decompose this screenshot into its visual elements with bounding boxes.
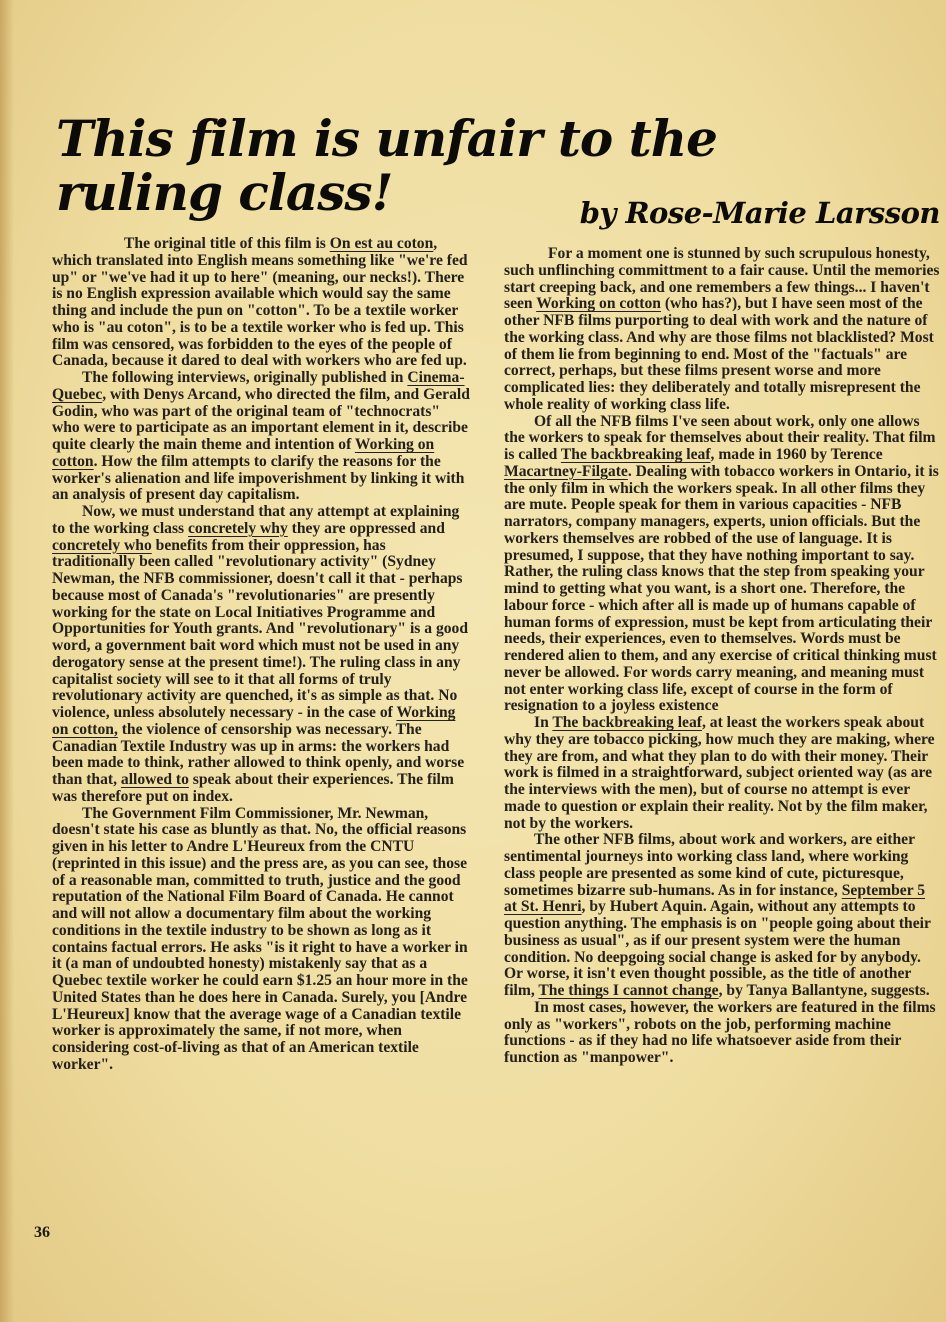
paragraph — [52, 504, 470, 806]
text-run: Of all the NFB films I've seen about work, only one allows the workers to speak for themselves about their reality. That film is called — [504, 412, 936, 463]
text-run: Now, we must understand that any attempt at explaining to the working class — [52, 503, 460, 537]
text-run: In — [534, 714, 553, 731]
text-run: The Government Film Commissioner, Mr. Newman, doesn't state his case as bluntly as that. No, the official reasons given in his letter to Andre L'Heureux from the CNTU (reprinted in this issue) and the press are, as you can see, those of a reasonable man, committed to truth, justice and the good reputation of the National Film Board of Canada. He cannot and will not allow a documentary film about the working conditions in the textile industry to be shown as long as it contains factual errors. He asks "is it right to have a worker in it (a man of undoubted honesty) mistakenly say that as a Quebec textile worker he could earn $1.25 an hour more in the United States than he does here in Canada. Surely, you [Andre L'Heureux] know that the average wage of a Canadian textile worker is approximately the same, if not more, when considering cost-of-living as that of an American textile worker". — [52, 804, 468, 1073]
paragraph — [504, 246, 940, 414]
text-run: The other NFB films, about work and workers, are either sentimental journeys into working class land, where working class people are presented as some kind of cute, picturesque, sometimes bizarre sub-humans. As in for instance, — [504, 831, 915, 899]
text-run: (who has?), but I have seen most of the other NFB films purporting to deal with work and the nature of the working class. And why are those films not blacklisted? Most of them lie from beginning to end. Most of the "factuals" are correct, perhaps, but these films present worse and more complicated lies: they deliberately and totally misrepresent the whole reality of working class life. — [504, 295, 934, 413]
underlined-title: allowed to — [120, 771, 189, 788]
article-title: This film is unfair to the ruling class! — [56, 108, 717, 222]
byline: by Rose-Marie Larsson — [579, 196, 940, 230]
underlined-title: Working on cotton — [536, 295, 661, 313]
right-column — [504, 246, 940, 1067]
text-run: For a moment one is stunned by such scrupulous honesty, such unflinching committment to a fair cause. Until the memories start creeping back, and one remembers a few things... I haven't seen — [504, 245, 940, 313]
text-run: In most cases, however, the workers are featured in the films only as "workers", robots on the job, performing machine functions - as if they had no life whatsoever aside from their function as "manpower". — [504, 998, 936, 1066]
text-run: , made in 1960 by Terence — [710, 446, 883, 463]
text-run: speak about their experiences. The film was therefore put on index. — [52, 771, 454, 805]
page-edge-shadow — [0, 0, 14, 1322]
underlined-title: The backbreaking leaf — [552, 714, 702, 731]
paragraph — [52, 370, 470, 504]
text-run: the violence of censorship was necessary. The Canadian Textile Industry was up in arms: the workers had been made to think, rather allowed to think openly, and worse than that, — [52, 720, 465, 788]
paragraph — [504, 414, 940, 716]
left-column — [52, 236, 470, 1074]
paragraph — [504, 715, 940, 832]
paragraph — [52, 806, 470, 1074]
text-run: benefits from their oppression, has traditionally been called "revolutionary activity" (Sydney Newman, the NFB commissioner, doesn't call it that - perhaps because most of Canada's "revolutionaries" are presently working for the state on Local Initiatives Programme and Opportunities for Youth grants. And "revolutionary" is a good word, a government bait word which must not be used in any derogatory sense at the present time!). The ruling class in any capitalist society will see to it that all forms of truly revolutionary activity are quenched, it's as simple as that. No violence, unless absolutely necessary - in the case of — [52, 536, 469, 721]
page-number: 36 — [34, 1224, 50, 1241]
paragraph — [504, 1000, 940, 1067]
underlined-title: Working on cotton, — [52, 704, 456, 738]
paragraph — [504, 832, 940, 1000]
underlined-title: The things I cannot change — [538, 982, 719, 999]
text-run: they are oppressed and — [287, 519, 445, 537]
text-run: , with Denys Arcand, who directed the film, and Gerald Godin, who was part of the original team of "technocrats" who were to participate as an important element in it, describe quite clearly the main theme and intention of — [52, 385, 470, 453]
text-run: . How the film attempts to clarify the reasons for the worker's alienation and life impoverishment by linking it with an analysis of present day capitalism. — [52, 452, 465, 504]
underlined-title: concretely why — [188, 519, 288, 537]
text-run: , which translated into English means something like "we're fed up" or "we've had it up to here" (meaning, our necks!). There is no English expression available which would say the same thing and include the pun on "cotton". To be a textile worker who is "au coton", is to be a textile worker who is fed up. This film was censored, was forbidden to the eyes of the people of Canada, because it dared to deal with workers who are fed up. — [52, 235, 468, 370]
paragraph — [52, 236, 470, 370]
underlined-title: Cinema-Quebec — [52, 369, 465, 403]
underlined-title: Working on cotton — [52, 436, 435, 470]
text-run: , by Hubert Aquin. Again, without any attempts to question anything. The emphasis is on "people going about their business as usual", as if our present system were the human condition. No deepgoing social change is asked for by anybody. Or worse, it isn't even thought possible, as the title of another film, — [504, 898, 931, 999]
text-run: , by Tanya Ballantyne, suggests. — [718, 982, 930, 999]
underlined-title: On est au coton — [329, 235, 434, 252]
text-run: The original title of this film is — [124, 235, 330, 252]
underlined-title: Macartney-Filgate — [504, 462, 628, 480]
underlined-title: The backbreaking leaf — [560, 446, 711, 463]
text-run: . Dealing with tobacco workers in Ontario, it is the only film in which the workers speak. In all other films they are mute. People speak for them in various capacities - NFB narrators, company managers, experts, union officials. But the workers themselves are robbed of the use of language. It is presumed, I suppose, that they have nothing important to say. Rather, the ruling class knows that the step from speaking your mind to getting what you want, is a short one. Therefore, the labour force - which after all is made up of humans capable of human forms of expression, must be kept from articulating their needs, their experiences, even to themselves. Words must be rendered alien to them, and any exercise of critical thinking must never be allowed. For words carry meaning, and meaning must not enter working class life, except of course in the form of resignation to a joyless existence — [504, 462, 939, 715]
text-run: , at least the workers speak about why they are tobacco picking, how much they are making, where they are from, and what they plan to do with their money. Their work is filmed in a straightforward, subject oriented way (as are the interviews with the men), but of course no attempt is ever made to question or explain their reality. Not by the film maker, not by the workers. — [504, 714, 935, 832]
text-run: The following interviews, originally published in — [82, 369, 408, 386]
underlined-title: concretely who — [52, 536, 152, 554]
underlined-title: September 5 at St. Henri — [504, 881, 926, 916]
